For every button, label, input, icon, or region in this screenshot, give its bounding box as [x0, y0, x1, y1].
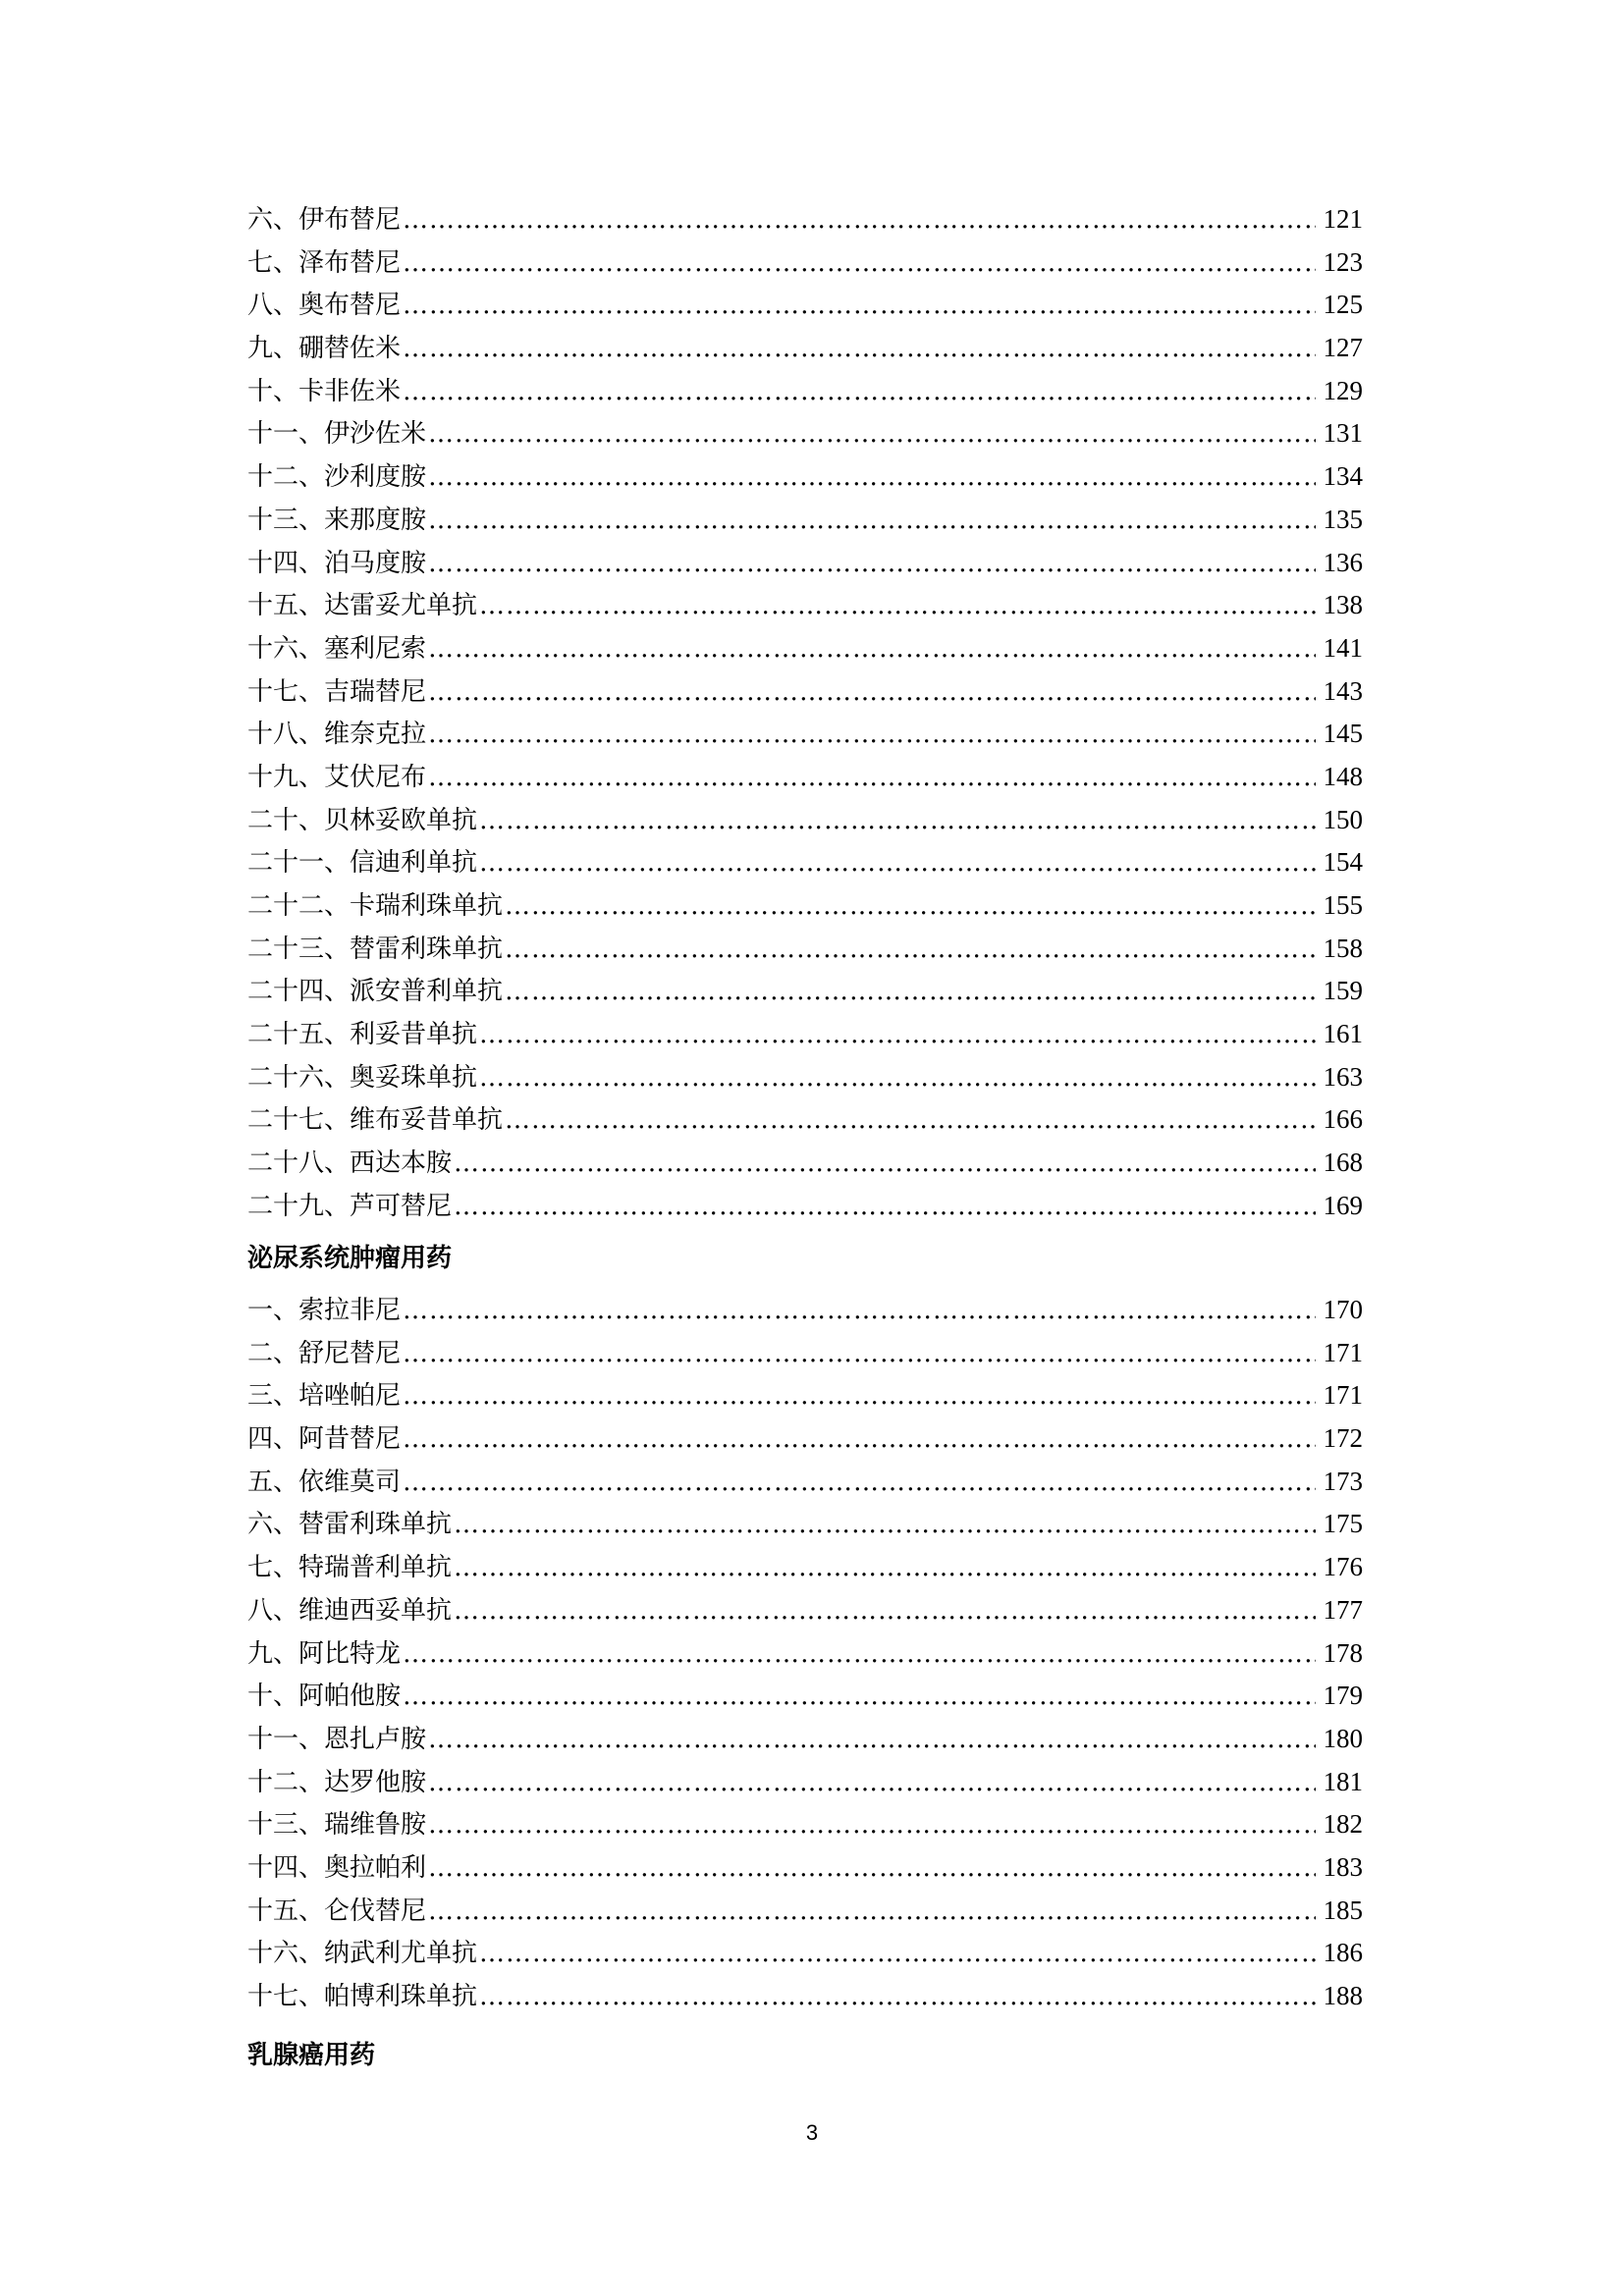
toc-entry-title: 二十八、西达本胺 — [247, 1148, 453, 1179]
toc-entry-title: 二十三、替雷利珠单抗 — [247, 934, 504, 964]
toc-entry-title: 八、维迪西妥单抗 — [247, 1595, 453, 1626]
toc-dot-leader — [479, 800, 1315, 843]
section-heading-urology: 泌尿系统肿瘤用药 — [247, 1244, 453, 1273]
toc-entry-title: 十一、伊沙佐米 — [247, 419, 427, 450]
toc-entry-title: 十六、塞利尼索 — [247, 633, 427, 664]
toc-entry[interactable] — [247, 1098, 1363, 1142]
toc-dot-leader — [428, 1891, 1315, 1934]
toc-entry[interactable] — [247, 1461, 1363, 1504]
toc-dot-leader — [479, 1933, 1315, 1976]
toc-entry-page-number: 154 — [1323, 847, 1363, 878]
toc-entry[interactable] — [247, 1803, 1363, 1846]
toc-dot-leader — [479, 1014, 1315, 1057]
toc-entry-page-number: 182 — [1323, 1809, 1363, 1840]
toc-entry-page-number: 125 — [1323, 290, 1363, 320]
toc-entry-title: 二十五、利妥昔单抗 — [247, 1020, 478, 1050]
toc-entry-page-number: 143 — [1323, 675, 1363, 706]
toc-dot-leader — [403, 1676, 1315, 1719]
toc-entry-page-number: 131 — [1323, 418, 1363, 449]
toc-list-urology — [247, 1289, 1363, 2018]
toc-entry-title: 十三、瑞维鲁胺 — [247, 1810, 427, 1841]
toc-entry-page-number: 134 — [1323, 461, 1363, 492]
toc-entry-page-number: 148 — [1323, 761, 1363, 791]
toc-entry-page-number: 141 — [1323, 632, 1363, 663]
toc-entry-title: 十四、奥拉帕利 — [247, 1852, 427, 1883]
toc-dot-leader — [428, 1804, 1315, 1847]
toc-dot-leader — [505, 1099, 1315, 1143]
toc-dot-leader — [428, 1719, 1315, 1762]
toc-entry-page-number: 158 — [1323, 933, 1363, 963]
toc-entry[interactable] — [247, 1890, 1363, 1933]
toc-entry[interactable] — [247, 412, 1363, 455]
toc-dot-leader — [479, 1057, 1315, 1100]
toc-entry-page-number: 136 — [1323, 547, 1363, 577]
toc-entry-title: 四、阿昔替尼 — [247, 1424, 402, 1455]
toc-entry-page-number: 186 — [1323, 1938, 1363, 1968]
toc-entry-title: 五、依维莫司 — [247, 1467, 402, 1497]
section-heading-breast: 乳腺癌用药 — [247, 2041, 376, 2070]
toc-entry[interactable] — [247, 1332, 1363, 1375]
toc-entry[interactable] — [247, 627, 1363, 670]
toc-entry-title: 二十二、卡瑞利珠单抗 — [247, 891, 504, 921]
toc-entry-page-number: 123 — [1323, 246, 1363, 277]
toc-entry-title: 二十七、维布妥昔单抗 — [247, 1105, 504, 1136]
toc-entry[interactable] — [247, 970, 1363, 1013]
toc-entry-page-number: 171 — [1323, 1380, 1363, 1411]
toc-entry-title: 九、硼替佐米 — [247, 334, 402, 364]
toc-entry[interactable] — [247, 1374, 1363, 1417]
toc-entry-title: 六、替雷利珠单抗 — [247, 1510, 453, 1540]
toc-entry[interactable] — [247, 241, 1363, 285]
toc-entry-title: 十五、仑伐替尼 — [247, 1896, 427, 1926]
toc-entry[interactable] — [247, 670, 1363, 714]
toc-entry[interactable] — [247, 1761, 1363, 1804]
toc-dot-leader — [505, 885, 1315, 929]
toc-entry-page-number: 159 — [1323, 976, 1363, 1006]
toc-entry[interactable] — [247, 1589, 1363, 1632]
toc-entry[interactable] — [247, 499, 1363, 542]
toc-dot-leader — [505, 971, 1315, 1014]
toc-entry[interactable] — [247, 455, 1363, 499]
toc-entry-title: 七、泽布替尼 — [247, 247, 402, 278]
toc-entry[interactable] — [247, 1289, 1363, 1332]
toc-entry-page-number: 172 — [1323, 1423, 1363, 1454]
toc-dot-leader — [479, 585, 1315, 628]
toc-entry-page-number: 163 — [1323, 1061, 1363, 1092]
toc-entry-title: 十五、达雷妥尤单抗 — [247, 591, 478, 621]
toc-entry-title: 十二、沙利度胺 — [247, 462, 427, 493]
toc-entry[interactable] — [247, 1142, 1363, 1185]
toc-entry-title: 二十九、芦可替尼 — [247, 1191, 453, 1221]
toc-entry-page-number: 179 — [1323, 1681, 1363, 1711]
toc-entry[interactable] — [247, 198, 1363, 241]
toc-entry-page-number: 127 — [1323, 333, 1363, 363]
toc-entry-page-number: 185 — [1323, 1895, 1363, 1925]
toc-dot-leader — [454, 1547, 1315, 1590]
toc-entry-page-number: 135 — [1323, 504, 1363, 534]
toc-entry-page-number: 150 — [1323, 804, 1363, 834]
toc-entry[interactable] — [247, 1503, 1363, 1546]
toc-dot-leader — [403, 242, 1315, 286]
toc-entry-title: 十七、帕博利珠单抗 — [247, 1982, 478, 2011]
toc-entry-page-number: 129 — [1323, 375, 1363, 405]
toc-entry[interactable] — [247, 1718, 1363, 1761]
toc-entry[interactable] — [247, 542, 1363, 585]
toc-entry-title: 十九、艾伏尼布 — [247, 762, 427, 792]
toc-dot-leader — [403, 285, 1315, 328]
toc-dot-leader — [428, 628, 1315, 671]
toc-entry[interactable] — [247, 1632, 1363, 1676]
toc-dot-leader — [479, 1976, 1315, 2019]
toc-dot-leader — [428, 456, 1315, 500]
toc-entry-page-number: 173 — [1323, 1466, 1363, 1496]
toc-entry-page-number: 168 — [1323, 1148, 1363, 1178]
toc-dot-leader — [403, 1333, 1315, 1376]
toc-entry-page-number: 181 — [1323, 1766, 1363, 1796]
toc-entry[interactable] — [247, 327, 1363, 370]
toc-entry-page-number: 169 — [1323, 1190, 1363, 1220]
toc-entry-title: 十三、来那度胺 — [247, 505, 427, 535]
toc-entry-title: 十四、泊马度胺 — [247, 548, 427, 578]
toc-entry-title: 十一、恩扎卢胺 — [247, 1724, 427, 1754]
toc-entry-title: 二十六、奥妥珠单抗 — [247, 1062, 478, 1093]
toc-entry-page-number: 166 — [1323, 1104, 1363, 1135]
toc-entry-page-number: 176 — [1323, 1552, 1363, 1582]
page-number: 3 — [805, 2120, 819, 2145]
toc-entry-title: 十、阿帕他胺 — [247, 1682, 402, 1712]
toc-dot-leader — [454, 1186, 1315, 1229]
toc-entry[interactable] — [247, 841, 1363, 884]
toc-entry-title: 二十一、信迪利单抗 — [247, 848, 478, 879]
toc-entry-page-number: 183 — [1323, 1851, 1363, 1882]
toc-entry-page-number: 145 — [1323, 719, 1363, 749]
toc-dot-leader — [403, 1633, 1315, 1677]
toc-entry[interactable] — [247, 1417, 1363, 1461]
toc-entry-page-number: 171 — [1323, 1337, 1363, 1367]
toc-dot-leader — [479, 842, 1315, 885]
toc-entry-page-number: 121 — [1323, 204, 1363, 234]
toc-dot-leader — [428, 1847, 1315, 1891]
toc-entry-title: 二十四、派安普利单抗 — [247, 977, 504, 1007]
toc-entry[interactable] — [247, 884, 1363, 928]
toc-entry-page-number: 155 — [1323, 890, 1363, 920]
toc-entry-title: 二十、贝林妥欧单抗 — [247, 805, 478, 835]
toc-dot-leader — [428, 1762, 1315, 1805]
toc-entry-page-number: 138 — [1323, 590, 1363, 620]
toc-entry-page-number: 177 — [1323, 1594, 1363, 1625]
toc-entry[interactable] — [247, 1013, 1363, 1056]
toc-entry-page-number: 170 — [1323, 1295, 1363, 1324]
toc-dot-leader — [428, 500, 1315, 543]
toc-entry[interactable] — [247, 1675, 1363, 1718]
toc-entry[interactable] — [247, 1932, 1363, 1975]
toc-entry[interactable] — [247, 1056, 1363, 1099]
toc-entry-page-number: 180 — [1323, 1723, 1363, 1753]
toc-entry-title: 十二、达罗他胺 — [247, 1767, 427, 1797]
toc-entry-title: 十、卡非佐米 — [247, 376, 402, 406]
toc-entry-title: 六、伊布替尼 — [247, 205, 402, 235]
toc-entry-title: 十七、吉瑞替尼 — [247, 676, 427, 707]
toc-entry-page-number: 188 — [1323, 1981, 1363, 2010]
toc-dot-leader — [403, 1418, 1315, 1462]
toc-entry-page-number: 175 — [1323, 1509, 1363, 1539]
toc-dot-leader — [505, 929, 1315, 972]
toc-entry[interactable] — [247, 1546, 1363, 1589]
toc-dot-leader — [454, 1504, 1315, 1547]
toc-entry-title: 九、阿比特龙 — [247, 1638, 402, 1669]
toc-dot-leader — [428, 671, 1315, 715]
toc-dot-leader — [454, 1143, 1315, 1186]
toc-dot-leader — [403, 371, 1315, 414]
toc-dot-leader — [428, 413, 1315, 456]
toc-entry-title: 十八、维奈克拉 — [247, 720, 427, 750]
toc-entry-page-number: 161 — [1323, 1019, 1363, 1049]
toc-entry[interactable] — [247, 928, 1363, 971]
toc-entry-title: 十六、纳武利尤单抗 — [247, 1939, 478, 1969]
toc-entry[interactable] — [247, 713, 1363, 756]
toc-dot-leader — [428, 757, 1315, 800]
toc-entry[interactable] — [247, 1975, 1363, 2018]
toc-entry-title: 三、培唑帕尼 — [247, 1381, 402, 1412]
toc-entry[interactable] — [247, 799, 1363, 842]
toc-entry-page-number: 178 — [1323, 1637, 1363, 1668]
toc-list-continued — [247, 198, 1363, 1228]
toc-entry-title: 八、奥布替尼 — [247, 291, 402, 321]
toc-dot-leader — [428, 714, 1315, 757]
toc-entry[interactable] — [247, 284, 1363, 327]
toc-entry-title: 二、舒尼替尼 — [247, 1338, 402, 1368]
toc-entry[interactable] — [247, 1846, 1363, 1890]
toc-dot-leader — [403, 1375, 1315, 1418]
toc-entry[interactable] — [247, 584, 1363, 627]
toc-dot-leader — [403, 199, 1315, 242]
toc-entry[interactable] — [247, 370, 1363, 413]
toc-dot-leader — [403, 328, 1315, 371]
toc-entry-title: 七、特瑞普利单抗 — [247, 1553, 453, 1583]
toc-dot-leader — [428, 543, 1315, 586]
toc-dot-leader — [454, 1590, 1315, 1633]
toc-entry-title: 一、索拉非尼 — [247, 1296, 402, 1325]
toc-entry[interactable] — [247, 756, 1363, 799]
toc-entry[interactable] — [247, 1185, 1363, 1228]
toc-dot-leader — [403, 1462, 1315, 1505]
toc-dot-leader — [403, 1290, 1315, 1333]
